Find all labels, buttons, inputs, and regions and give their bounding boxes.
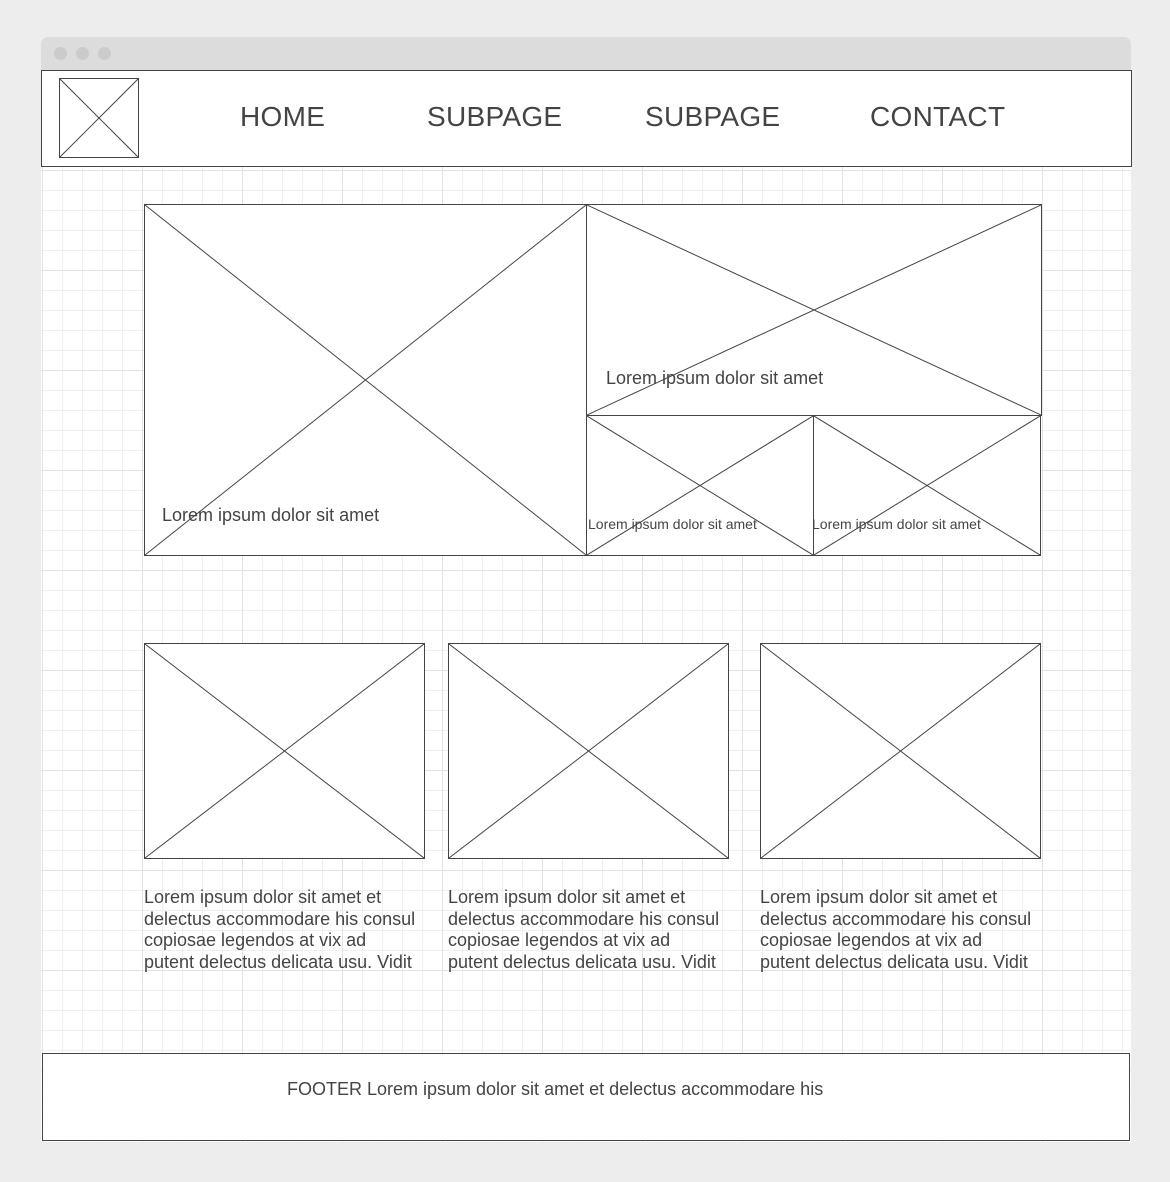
image-placeholder-icon (761, 644, 1040, 858)
hero-top-right-caption: Lorem ipsum dolor sit amet (606, 368, 824, 388)
card-text-line: Lorem ipsum dolor sit amet et (760, 887, 998, 907)
card-text-line: delectus accommodare his consul (448, 908, 720, 929)
hero-bottom-left-image[interactable] (586, 415, 814, 556)
card-text-line: putent delectus delicata usu. Vidit (760, 951, 1028, 972)
image-placeholder-icon (145, 205, 586, 555)
footer-text: FOOTER Lorem ipsum dolor sit amet et delectus accommodare his (287, 1079, 824, 1099)
card-text-line: delectus accommodare his consul (760, 908, 1032, 929)
card-3-image[interactable] (760, 643, 1041, 859)
card-text-line: copiosae legendos at vix ad (760, 930, 983, 950)
hero-bottom-right-image[interactable] (813, 415, 1041, 556)
image-placeholder-icon (60, 79, 138, 157)
card-2-text (448, 887, 738, 973)
card-1-image[interactable] (144, 643, 425, 859)
nav-contact[interactable]: CONTACT (870, 101, 1006, 132)
window-close-dot[interactable] (54, 47, 67, 60)
hero-large-caption: Lorem ipsum dolor sit amet (162, 505, 380, 525)
card-text-line: copiosae legendos at vix ad (448, 930, 671, 950)
image-placeholder-icon (449, 644, 728, 858)
card-3-text (760, 887, 1050, 973)
card-text-line: putent delectus delicata usu. Vidit (144, 951, 412, 972)
image-placeholder-icon (814, 416, 1040, 555)
image-placeholder-icon (587, 416, 813, 555)
window-maximize-dot[interactable] (98, 47, 111, 60)
card-1-text (144, 887, 434, 973)
hero-bottom-left-caption: Lorem ipsum dolor sit amet (588, 516, 757, 532)
card-text-line: delectus accommodare his consul (144, 908, 416, 929)
card-text-line: putent delectus delicata usu. Vidit (448, 951, 716, 972)
card-text-line: Lorem ipsum dolor sit amet et (144, 887, 382, 907)
logo-placeholder[interactable] (59, 78, 139, 158)
image-placeholder-icon (145, 644, 424, 858)
nav-subpage-1[interactable]: SUBPAGE (427, 101, 563, 132)
window-minimize-dot[interactable] (76, 47, 89, 60)
card-2-image[interactable] (448, 643, 729, 859)
window-titlebar (41, 37, 1131, 71)
card-text-line: copiosae legendos at vix ad (144, 930, 367, 950)
hero-large-image[interactable] (144, 204, 587, 556)
nav-subpage-2[interactable]: SUBPAGE (645, 101, 781, 132)
card-text-line: Lorem ipsum dolor sit amet et (448, 887, 686, 907)
nav-home[interactable]: HOME (240, 101, 326, 132)
hero-bottom-right-caption: Lorem ipsum dolor sit amet (812, 516, 981, 532)
